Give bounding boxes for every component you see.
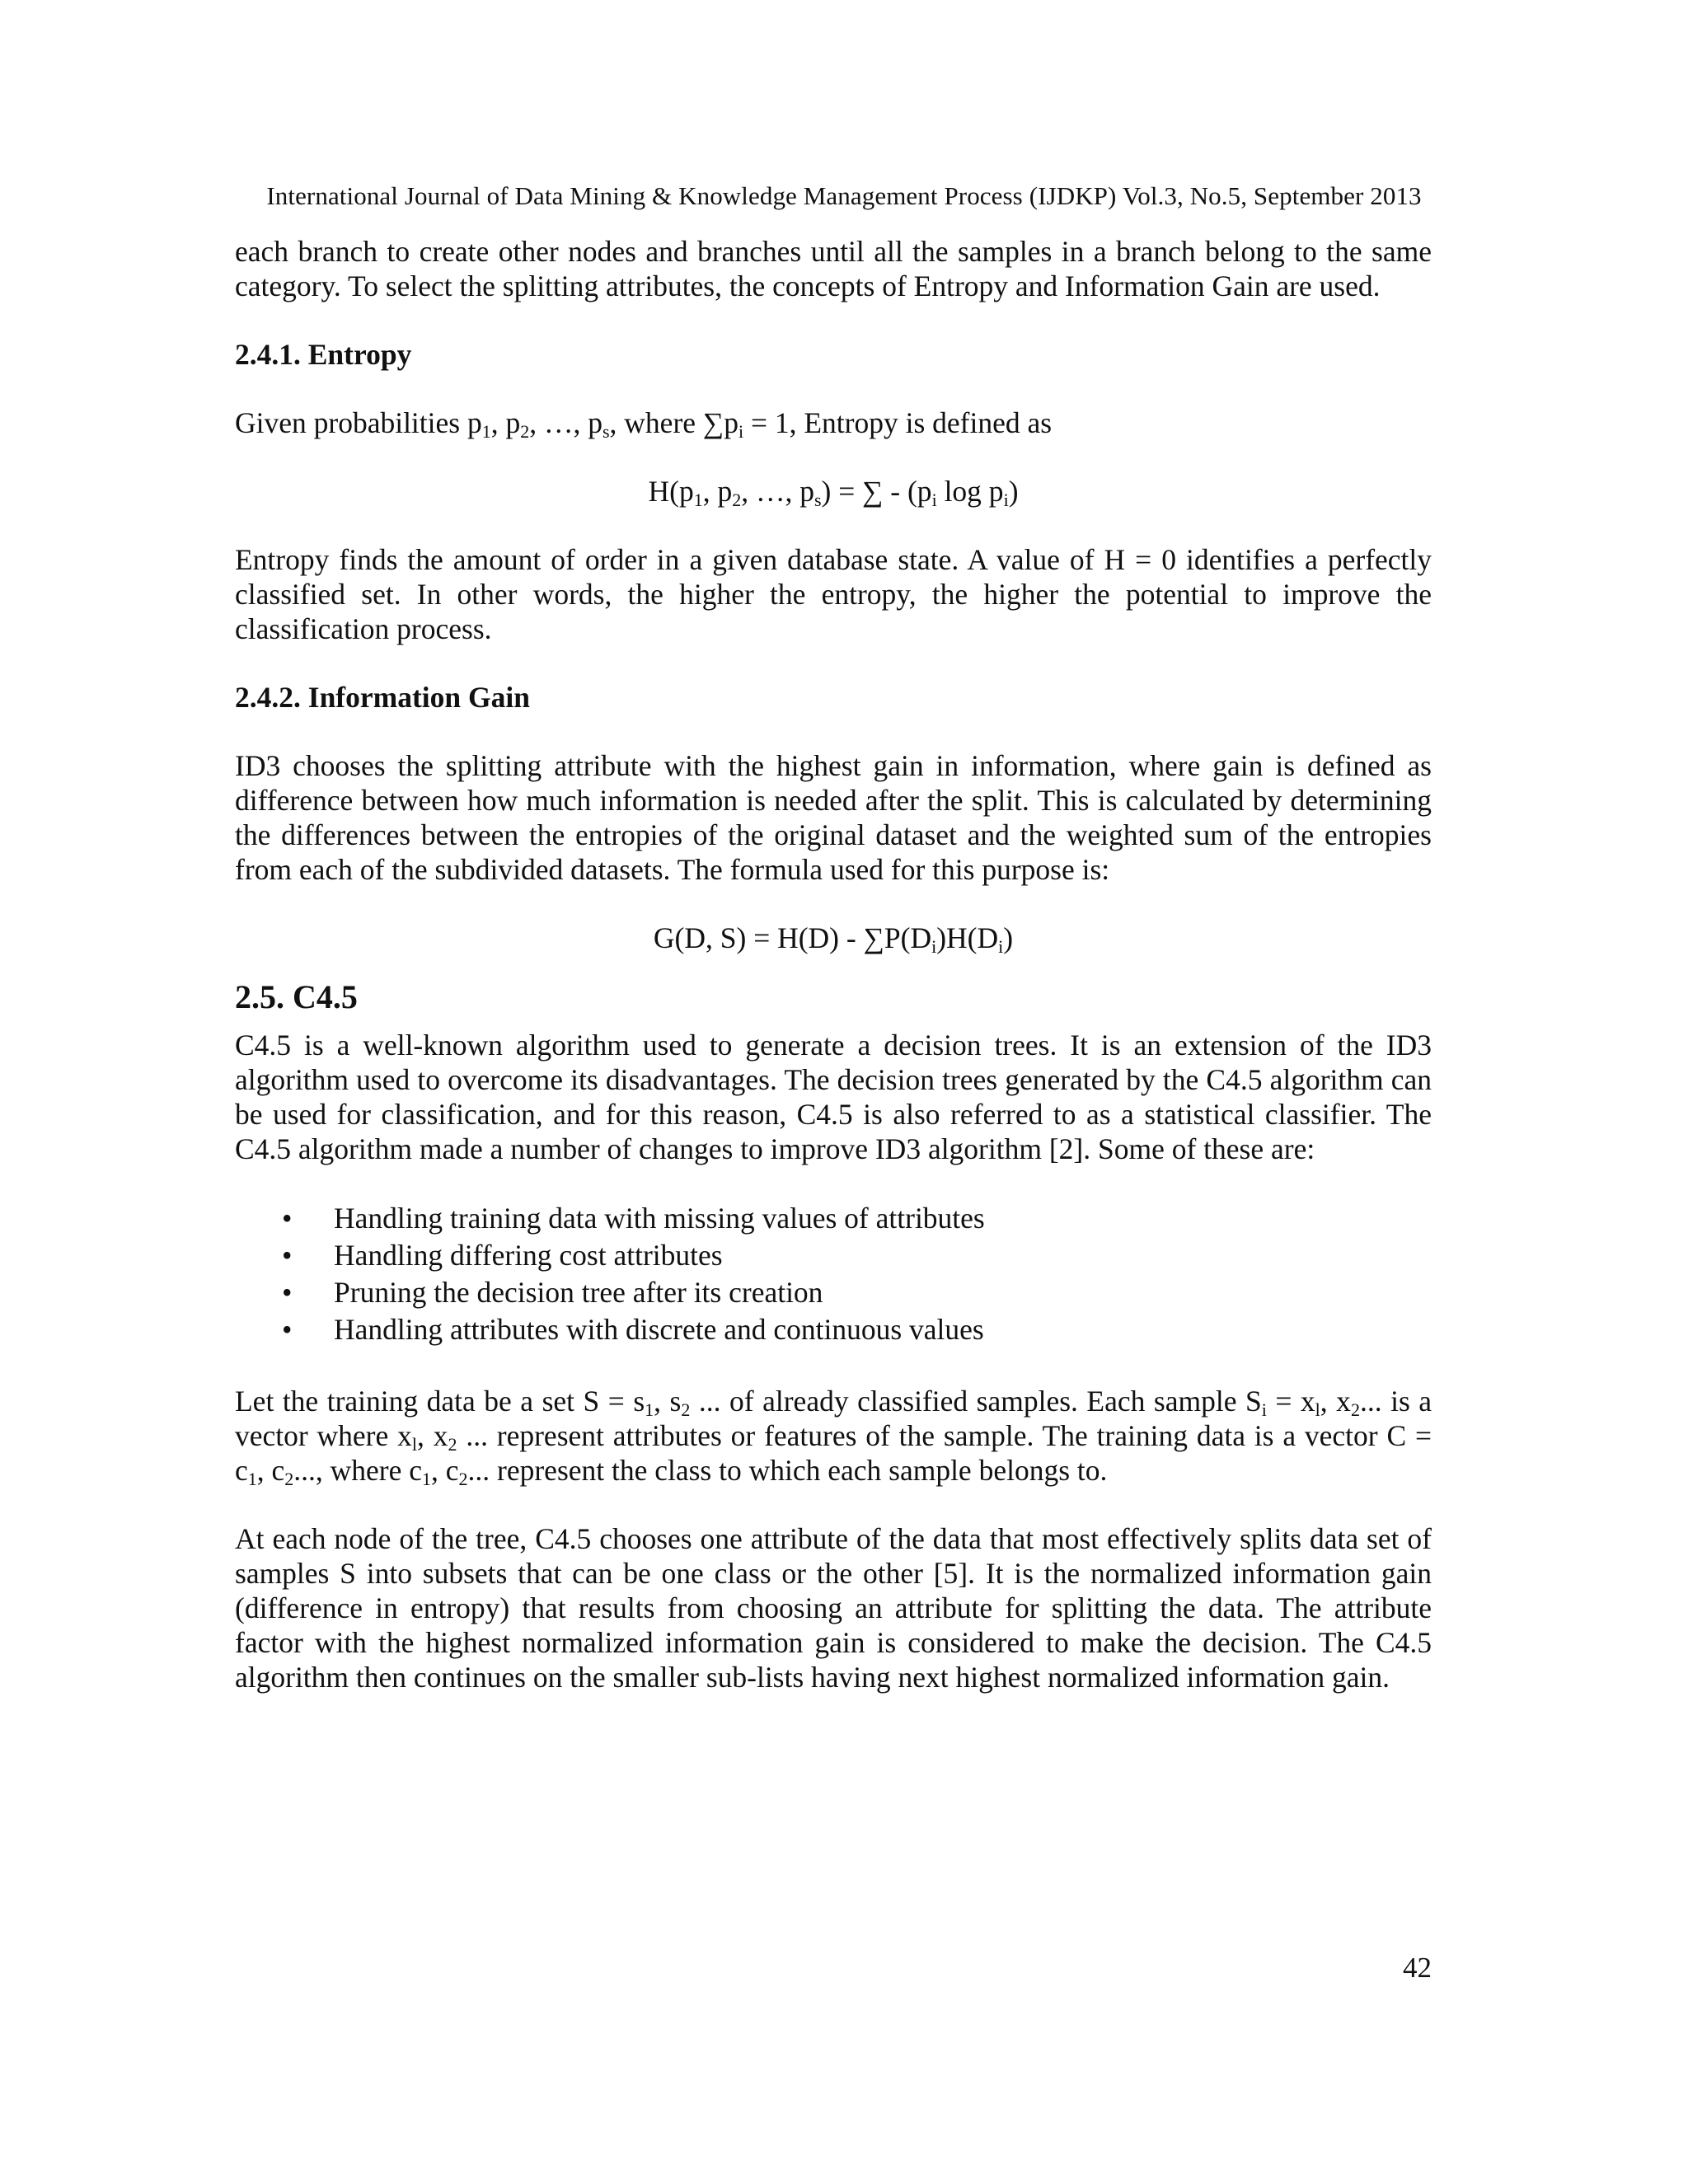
list-item: • Handling attributes with discrete and continuous values xyxy=(235,1311,1432,1348)
c45-paragraph-1: C4.5 is a well-known algorithm used to generate a decision trees. It is an extension of the ID3 algorithm used to overcome its disadvantages. The decision trees generated by the C4.5 algorithm can be used for classification, and for this reason, C4.5 is also referred to as a statistical classifier. The C4.5 algorithm made a number of changes to improve ID3 algorithm [2]. Some of these are: xyxy=(235,1029,1432,1165)
heading-information-gain: 2.4.2. Information Gain xyxy=(235,681,530,714)
c45-paragraph-2: Let the training data be a set $S = s_1$, $s_2$ ... of already classified samples. Each sample $S_i = x_l$, $x_2$... is a vector where $x_l$, $x_2$ ... represent attributes or features of the sample. The training data is a vector $C = c_1$, $c_2$..., where $c_1$, $c_2$... represent the class to which each sample belongs to. xyxy=(235,1385,1432,1490)
c45-paragraph-3: At each node of the tree, C4.5 chooses one attribute of the data that most effectively splits data set of samples S into subsets that can be one class or the other [5]. It is the normalized information gain (difference in entropy) that results from choosing an attribute for splitting the data. The attribute factor with the highest normalized information gain is considered to make the decision. The C4.5 algorithm then continues on the smaller sub-lists having next highest normalized information gain. xyxy=(235,1522,1432,1694)
page-body xyxy=(235,234,1432,1694)
list-item: • Pruning the decision tree after its creation xyxy=(235,1274,1432,1311)
entropy-given-line: Given probabilities $p_1$, $p_2$, …, $p_s$, where $\sum p_i = 1$, Entropy is defined as xyxy=(235,406,1053,443)
bullet-icon: • xyxy=(282,1239,293,1272)
heading-c45: 2.5. C4.5 xyxy=(235,978,358,1015)
intro-paragraph: each branch to create other nodes and branches until all the samples in a branch belong to the same category. To select the splitting attributes, the concepts of Entropy and Information Gain are used. xyxy=(235,235,1432,302)
bullet-icon: • xyxy=(282,1202,293,1235)
entropy-paragraph: Entropy finds the amount of order in a given database state. A value of H = 0 identifies a perfectly classified set. In other words, the higher the entropy, the higher the potential to improve the classification process. xyxy=(235,543,1432,645)
c45-improvements-list xyxy=(235,1200,1432,1348)
running-header: International Journal of Data Mining & Knowledge Management Process (IJDKP) Vol.3, No.5, September 2013 xyxy=(266,181,1422,210)
heading-entropy: 2.4.1. Entropy xyxy=(235,338,412,371)
bullet-icon: • xyxy=(282,1276,293,1309)
bullet-icon: • xyxy=(282,1313,293,1346)
list-item: • Handling differing cost attributes xyxy=(235,1237,1432,1274)
information-gain-paragraph: ID3 chooses the splitting attribute with the highest gain in information, where gain is defined as difference between how much information is needed after the split. This is calculated by determining the differences between the entropies of the original dataset and the weighted sum of the entropies from each of the subdivided datasets. The formula used for this purpose is: xyxy=(235,749,1432,886)
gain-equation: G(D, $S) = H(D) - \sum P(D_i)H(D_i)$ xyxy=(653,921,1014,958)
list-item: • Handling training data with missing values of attributes xyxy=(235,1200,1432,1237)
entropy-equation: $H(p_1$, $p_2$, …, $p_s$) = ∑ - ($p_i$ $\log p_i$) xyxy=(648,475,1019,511)
page-number: 42 xyxy=(1403,1952,1432,1984)
